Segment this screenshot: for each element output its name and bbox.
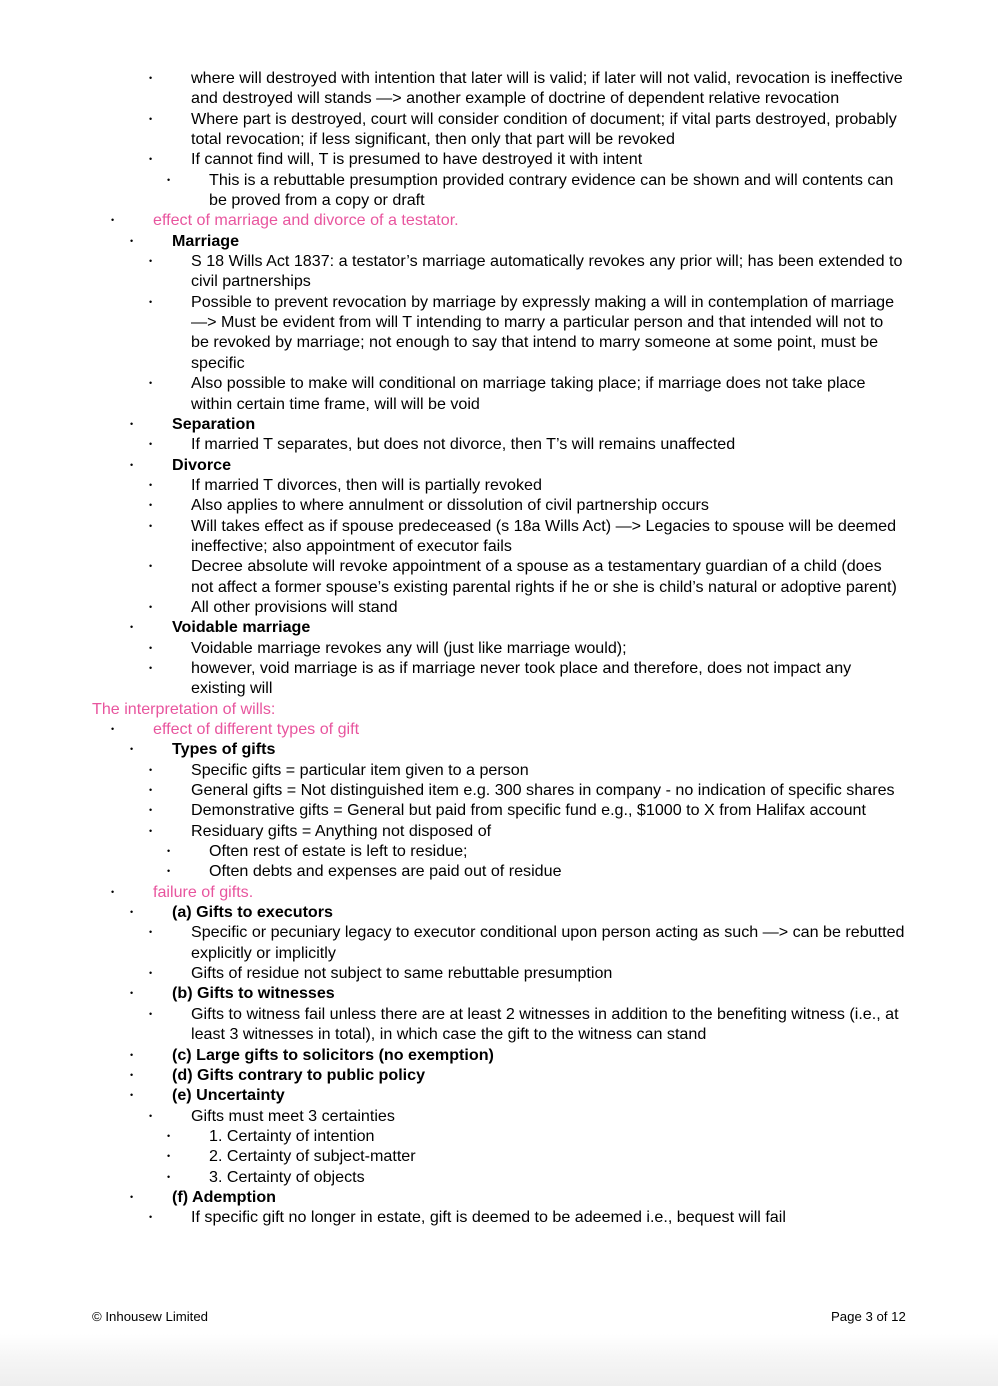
bullet-icon: • bbox=[130, 622, 134, 633]
outline-item-text: This is a rebuttable presumption provided contrary evidence can be shown and will contents can be proved from a copy or draft bbox=[209, 170, 894, 210]
outline-item-text: Specific or pecuniary legacy to executor conditional upon person acting as such —> can be rebutted explicitly or implicitly bbox=[191, 923, 905, 962]
outline-item bbox=[0, 251, 998, 292]
bullet-icon: • bbox=[149, 73, 153, 83]
bullet-icon: • bbox=[130, 907, 134, 918]
outline-item bbox=[0, 1207, 998, 1227]
bullet-icon: • bbox=[149, 1212, 153, 1223]
bullet-icon: • bbox=[130, 235, 134, 246]
outline-item bbox=[0, 1004, 998, 1045]
bullet-icon: • bbox=[111, 724, 115, 734]
bullet-icon: • bbox=[149, 968, 153, 979]
bullet-icon: • bbox=[149, 378, 153, 389]
outline-item-text: Also applies to where annulment or dissolution of civil partnership occurs bbox=[191, 496, 709, 515]
outline-item bbox=[0, 556, 998, 597]
outline-item bbox=[0, 617, 998, 637]
bullet-icon: • bbox=[167, 1171, 171, 1182]
bullet-icon: • bbox=[111, 886, 115, 897]
outline-item bbox=[0, 1126, 998, 1146]
outline-item-text: Possible to prevent revocation by marriage by expressly making a will in contemplation of marriage —> Must be evident from will T intending to marry a particular person and that intended will not to be revoked by marriage; not enough to say that intend to marry someone at some point, must be specific bbox=[191, 292, 895, 372]
outline-item bbox=[0, 760, 998, 780]
notes-outline bbox=[0, 68, 998, 1228]
outline-item bbox=[0, 780, 998, 800]
outline-item-text: Voidable marriage revokes any will (just like marriage would); bbox=[191, 638, 627, 657]
outline-item bbox=[0, 231, 998, 251]
bullet-icon: • bbox=[149, 520, 153, 531]
bullet-icon: • bbox=[130, 1069, 134, 1080]
outline-item bbox=[0, 210, 998, 230]
bullet-icon: • bbox=[149, 561, 153, 572]
outline-item bbox=[0, 1167, 998, 1187]
outline-item-text: Residuary gifts = Anything not disposed of bbox=[191, 821, 492, 840]
bullet-icon: • bbox=[130, 1049, 134, 1060]
bullet-icon: • bbox=[149, 439, 153, 450]
bullet-icon: • bbox=[149, 500, 153, 511]
outline-item bbox=[0, 739, 998, 759]
footer-page-number: Page 3 of 12 bbox=[831, 1309, 906, 1324]
outline-item bbox=[0, 597, 998, 617]
outline-item-text: Separation bbox=[172, 414, 256, 433]
outline-item-text: Specific gifts = particular item given to a person bbox=[191, 760, 529, 779]
bullet-icon: • bbox=[149, 764, 153, 775]
outline-item-text: effect of marriage and divorce of a testator. bbox=[153, 211, 459, 230]
outline-item bbox=[0, 455, 998, 475]
outline-item bbox=[0, 638, 998, 658]
outline-item-text: (e) Uncertainty bbox=[172, 1086, 285, 1105]
bullet-icon: • bbox=[130, 988, 134, 999]
outline-item bbox=[0, 170, 998, 211]
bullet-icon: • bbox=[149, 113, 153, 124]
outline-item bbox=[0, 1085, 998, 1105]
outline-item-text: Gifts of residue not subject to same rebuttable presumption bbox=[191, 964, 613, 983]
outline-item-text: 3. Certainty of objects bbox=[209, 1167, 365, 1186]
outline-item bbox=[0, 1045, 998, 1065]
outline-item-text: The interpretation of wills: bbox=[92, 699, 276, 718]
outline-item-text: (f) Ademption bbox=[172, 1187, 276, 1206]
outline-item-text: Often debts and expenses are paid out of residue bbox=[209, 862, 562, 881]
outline-item bbox=[0, 902, 998, 922]
bullet-icon: • bbox=[149, 785, 153, 796]
bullet-icon: • bbox=[149, 1008, 153, 1019]
outline-item bbox=[0, 983, 998, 1003]
outline-item-text: Gifts must meet 3 certainties bbox=[191, 1106, 395, 1125]
outline-item bbox=[0, 882, 998, 902]
outline-item-text: Voidable marriage bbox=[172, 618, 311, 637]
outline-item bbox=[0, 109, 998, 150]
outline-item-text: Often rest of estate is left to residue; bbox=[209, 842, 468, 861]
outline-item bbox=[0, 516, 998, 557]
bullet-icon: • bbox=[149, 256, 153, 267]
outline-item-text: Gifts to witness fail unless there are at least 2 witnesses in addition to the benefiting witness (i.e., at least 3 witnesses in total), in which case the gift to the witness can stand bbox=[191, 1004, 899, 1044]
page-bottom-edge bbox=[0, 1334, 998, 1386]
bullet-icon: • bbox=[130, 418, 134, 429]
outline-item bbox=[0, 495, 998, 515]
bullet-icon: • bbox=[167, 846, 171, 857]
outline-item bbox=[0, 1106, 998, 1126]
outline-item bbox=[0, 719, 998, 739]
outline-item-text: Demonstrative gifts = General but paid from specific fund e.g., $1000 to X from Halifax account bbox=[191, 801, 866, 820]
outline-item-text: failure of gifts. bbox=[153, 882, 254, 901]
outline-item-text: Types of gifts bbox=[172, 740, 276, 759]
outline-item bbox=[0, 1187, 998, 1207]
outline-item-text: Marriage bbox=[172, 231, 240, 250]
outline-item-text: 1. Certainty of intention bbox=[209, 1126, 375, 1145]
bullet-icon: • bbox=[149, 825, 153, 836]
outline-item-text: (b) Gifts to witnesses bbox=[172, 984, 335, 1003]
outline-item bbox=[0, 292, 998, 373]
outline-item-text: where will destroyed with intention that later will is valid; if later will not valid, revocation is ineffective and destroyed will stands —> another example of doctrine of dependent relative revocation bbox=[191, 69, 903, 108]
outline-item bbox=[0, 821, 998, 841]
outline-item bbox=[0, 68, 998, 109]
bullet-icon: • bbox=[130, 744, 134, 755]
section-heading bbox=[0, 699, 998, 719]
bullet-icon: • bbox=[149, 662, 153, 673]
bullet-icon: • bbox=[149, 642, 153, 653]
outline-item-text: however, void marriage is as if marriage never took place and therefore, does not impact any existing will bbox=[191, 658, 852, 698]
bullet-icon: • bbox=[167, 866, 171, 877]
bullet-icon: • bbox=[167, 1151, 171, 1162]
bullet-icon: • bbox=[149, 805, 153, 816]
outline-item bbox=[0, 658, 998, 699]
outline-item bbox=[0, 149, 998, 169]
outline-item-text: (c) Large gifts to solicitors (no exemption) bbox=[172, 1045, 494, 1064]
outline-item bbox=[0, 963, 998, 983]
bullet-icon: • bbox=[111, 215, 115, 226]
outline-item-text: Where part is destroyed, court will consider condition of document; if vital parts destroyed, probably total revocation; if less significant, then only that part will be revoked bbox=[191, 109, 897, 149]
outline-item-text: Will takes effect as if spouse predeceased (s 18a Wills Act) —> Legacies to spouse will be deemed ineffective; also appointment of executor fails bbox=[191, 516, 897, 555]
bullet-icon: • bbox=[149, 154, 153, 165]
outline-item-text: If specific gift no longer in estate, gift is deemed to be adeemed i.e., bequest will fail bbox=[191, 1208, 786, 1227]
outline-item-text: Divorce bbox=[172, 455, 232, 474]
bullet-icon: • bbox=[149, 479, 153, 490]
outline-item-text: effect of different types of gift bbox=[153, 720, 360, 738]
outline-item-text: S 18 Wills Act 1837: a testator’s marriage automatically revokes any prior will; has been extended to civil partnerships bbox=[191, 252, 903, 291]
outline-item bbox=[0, 373, 998, 414]
outline-item bbox=[0, 1065, 998, 1085]
outline-item-text: All other provisions will stand bbox=[191, 597, 398, 616]
bullet-icon: • bbox=[130, 1191, 134, 1202]
outline-item bbox=[0, 841, 998, 861]
outline-item bbox=[0, 434, 998, 454]
outline-item-text: Also possible to make will conditional on marriage taking place; if marriage does not take place within certain time frame, will will be void bbox=[191, 374, 866, 413]
outline-item-text: (d) Gifts contrary to public policy bbox=[172, 1065, 426, 1084]
outline-item-text: (a) Gifts to executors bbox=[172, 903, 333, 922]
outline-item-text: If married T divorces, then will is partially revoked bbox=[191, 475, 542, 494]
outline-item bbox=[0, 922, 998, 963]
bullet-icon: • bbox=[167, 1130, 171, 1141]
bullet-icon: • bbox=[149, 1110, 153, 1121]
outline-item-text: 2. Certainty of subject-matter bbox=[209, 1147, 416, 1166]
bullet-icon: • bbox=[167, 174, 171, 185]
bullet-icon: • bbox=[149, 927, 153, 938]
outline-item bbox=[0, 414, 998, 434]
bullet-icon: • bbox=[149, 601, 153, 612]
outline-item bbox=[0, 861, 998, 881]
outline-item bbox=[0, 475, 998, 495]
outline-item-text: If married T separates, but does not divorce, then T’s will remains unaffected bbox=[191, 435, 736, 454]
bullet-icon: • bbox=[130, 1090, 134, 1101]
footer-copyright: © Inhousew Limited bbox=[92, 1309, 209, 1324]
outline-item bbox=[0, 1146, 998, 1166]
bullet-icon: • bbox=[149, 296, 153, 307]
outline-item bbox=[0, 800, 998, 820]
outline-item-text: Decree absolute will revoke appointment of a spouse as a testamentary guardian of a child (does not affect a former spouse’s existing parental rights if he or she is child’s natural or adoptive parent) bbox=[191, 557, 897, 596]
bullet-icon: • bbox=[130, 459, 134, 470]
outline-item-text: General gifts = Not distinguished item e.g. 300 shares in company - no indication of specific shares bbox=[191, 781, 895, 800]
outline-item-text: If cannot find will, T is presumed to have destroyed it with intent bbox=[191, 150, 643, 169]
